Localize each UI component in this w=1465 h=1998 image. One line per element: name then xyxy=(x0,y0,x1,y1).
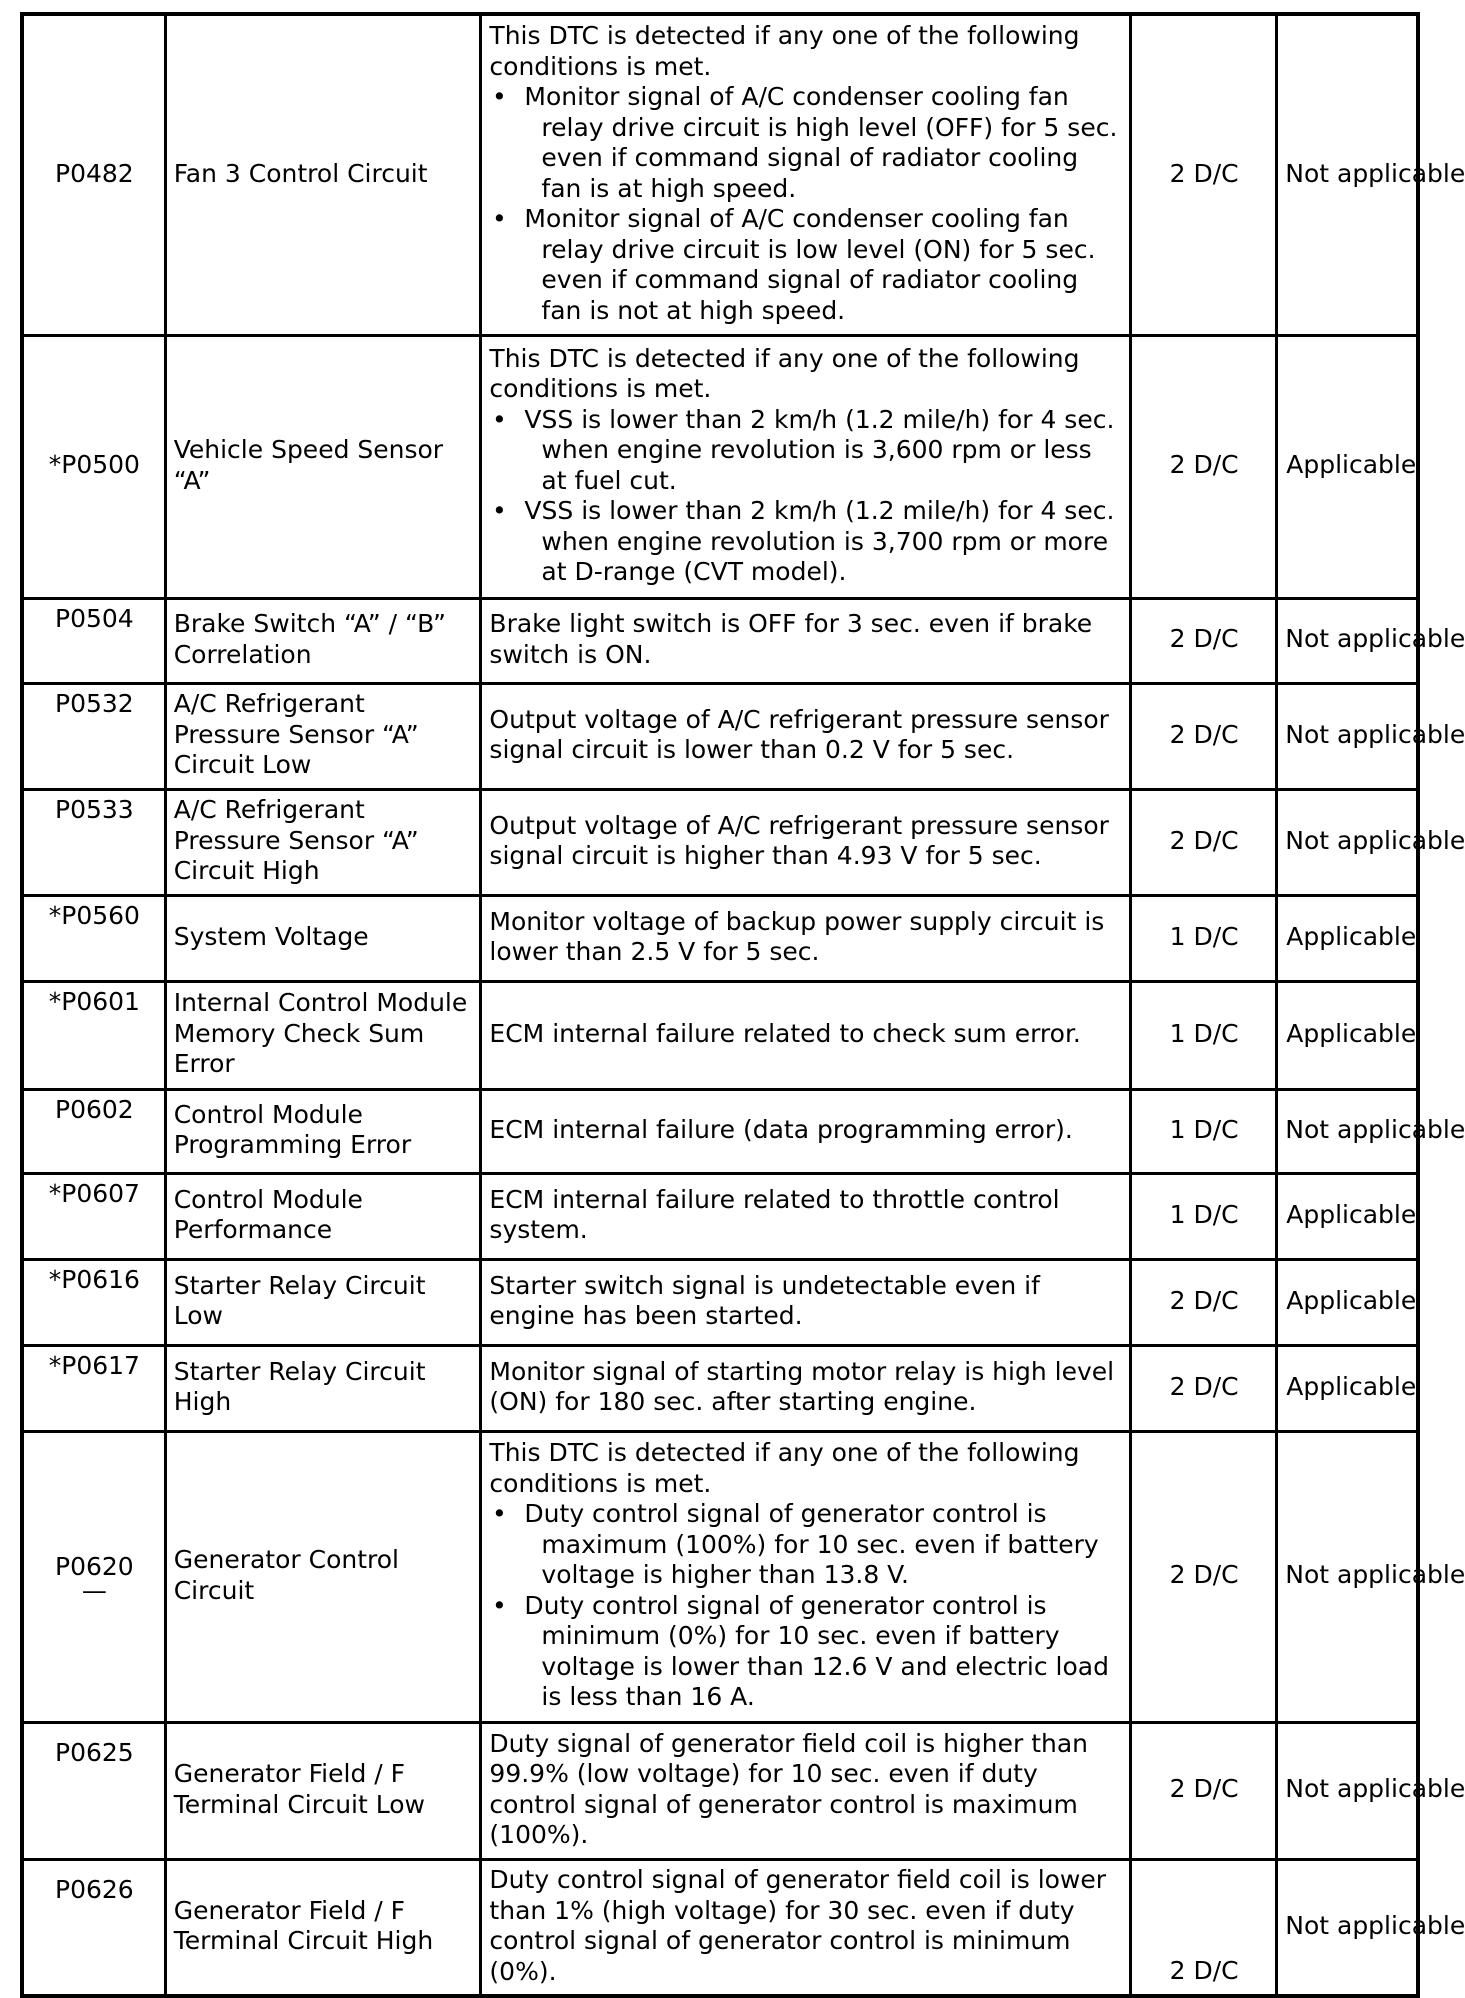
detecting-condition: Duty signal of generator field coil is higher than 99.9% (low voltage) for 10 sec. even if duty control signal of generator control is maximum (100%). xyxy=(481,1722,1131,1859)
detecting-condition xyxy=(481,1431,1131,1722)
table-row xyxy=(22,1722,1418,1859)
detecting-condition: Starter switch signal is undetectable even if engine has been started. xyxy=(481,1259,1131,1345)
detection-item: Fan 3 Control Circuit xyxy=(165,14,481,335)
drive-cycle: 1 D/C xyxy=(1131,981,1277,1089)
mil-status: Not applicable xyxy=(1277,1859,1418,1996)
dtc-code-text: P0620 xyxy=(55,1552,134,1582)
detecting-condition xyxy=(481,335,1131,598)
dtc-code: P0504 xyxy=(22,598,165,683)
condition-list xyxy=(489,1499,1123,1713)
mil-status: Not applicable xyxy=(1277,598,1418,683)
drive-cycle: 2 D/C xyxy=(1131,1722,1277,1859)
dtc-code xyxy=(22,1431,165,1722)
mil-status: Applicable xyxy=(1277,895,1418,981)
dtc-code: *P0616 xyxy=(22,1259,165,1345)
condition-list xyxy=(489,405,1123,588)
condition-bullet: • Duty control signal of generator control is maximum (100%) for 10 sec. even if battery voltage is higher than 13.8 V. xyxy=(489,1499,1123,1591)
detection-item: Control Module Programming Error xyxy=(165,1089,481,1173)
table-row xyxy=(22,895,1418,981)
dtc-code: *P0500 xyxy=(22,335,165,598)
mil-status: Applicable xyxy=(1277,981,1418,1089)
detection-item: System Voltage xyxy=(165,895,481,981)
condition-intro: This DTC is detected if any one of the following conditions is met. xyxy=(489,21,1080,81)
table-row xyxy=(22,1173,1418,1259)
drive-cycle: 2 D/C xyxy=(1131,335,1277,598)
detection-item: Control Module Performance xyxy=(165,1173,481,1259)
detecting-condition: Monitor signal of starting motor relay is high level (ON) for 180 sec. after starting engine. xyxy=(481,1345,1131,1431)
drive-cycle: 1 D/C xyxy=(1131,1089,1277,1173)
mil-status: Applicable xyxy=(1277,1345,1418,1431)
table-row xyxy=(22,598,1418,683)
table-row xyxy=(22,335,1418,598)
table-row xyxy=(22,1345,1418,1431)
detection-item: Vehicle Speed Sensor “A” xyxy=(165,335,481,598)
mil-status: Not applicable xyxy=(1277,1431,1418,1722)
dtc-code: *P0560 xyxy=(22,895,165,981)
drive-cycle: 2 D/C xyxy=(1131,1259,1277,1345)
detecting-condition: Duty control signal of generator field coil is lower than 1% (high voltage) for 30 sec. even if duty control signal of generator control is minimum (0%). xyxy=(481,1859,1131,1996)
table-row xyxy=(22,1431,1418,1722)
condition-list xyxy=(489,82,1123,326)
dtc-code: P0482 xyxy=(22,14,165,335)
detecting-condition xyxy=(481,14,1131,335)
detecting-condition: Monitor voltage of backup power supply circuit is lower than 2.5 V for 5 sec. xyxy=(481,895,1131,981)
detection-item: Starter Relay Circuit Low xyxy=(165,1259,481,1345)
drive-cycle: 1 D/C xyxy=(1131,895,1277,981)
mil-status: Not applicable xyxy=(1277,1089,1418,1173)
dtc-code: *P0607 xyxy=(22,1173,165,1259)
table-row xyxy=(22,683,1418,789)
mil-status: Applicable xyxy=(1277,1259,1418,1345)
dtc-code: P0625 xyxy=(22,1722,165,1859)
drive-cycle: 2 D/C xyxy=(1131,789,1277,895)
detection-item: A/C Refrigerant Pressure Sensor “A” Circuit Low xyxy=(165,683,481,789)
detection-item: Starter Relay Circuit High xyxy=(165,1345,481,1431)
mil-status: Not applicable xyxy=(1277,14,1418,335)
detection-item: Generator Field / F Terminal Circuit Low xyxy=(165,1722,481,1859)
drive-cycle: 2 D/C xyxy=(1131,1345,1277,1431)
detection-item: Generator Field / F Terminal Circuit High xyxy=(165,1859,481,1996)
mil-status: Applicable xyxy=(1277,335,1418,598)
detection-item: Generator Control Circuit xyxy=(165,1431,481,1722)
mil-status: Not applicable xyxy=(1277,683,1418,789)
dtc-code: P0626 xyxy=(22,1859,165,1996)
detecting-condition: Brake light switch is OFF for 3 sec. even if brake switch is ON. xyxy=(481,598,1131,683)
drive-cycle: 2 D/C xyxy=(1131,598,1277,683)
condition-intro: This DTC is detected if any one of the following conditions is met. xyxy=(489,343,1080,403)
dtc-code: *P0601 xyxy=(22,981,165,1089)
detecting-condition: ECM internal failure related to throttle control system. xyxy=(481,1173,1131,1259)
drive-cycle: 2 D/C xyxy=(1131,683,1277,789)
condition-bullet: • Monitor signal of A/C condenser cooling fan relay drive circuit is high level (OFF) for 5 sec. even if command signal of radiator cooling fan is at high speed. xyxy=(489,82,1123,204)
dtc-code: P0533 xyxy=(22,789,165,895)
table-row xyxy=(22,14,1418,335)
drive-cycle: 2 D/C xyxy=(1131,1431,1277,1722)
dtc-code: *P0617 xyxy=(22,1345,165,1431)
condition-intro: This DTC is detected if any one of the following conditions is met. xyxy=(489,1438,1080,1498)
condition-bullet: • Monitor signal of A/C condenser cooling fan relay drive circuit is low level (ON) for 5 sec. even if command signal of radiator cooling fan is not at high speed. xyxy=(489,204,1123,326)
condition-bullet: • VSS is lower than 2 km/h (1.2 mile/h) for 4 sec. when engine revolution is 3,600 rpm or less at fuel cut. xyxy=(489,405,1123,497)
table-row xyxy=(22,1259,1418,1345)
detecting-condition: ECM internal failure related to check sum error. xyxy=(481,981,1131,1089)
drive-cycle: 2 D/C xyxy=(1131,14,1277,335)
dtc-code: P0602 xyxy=(22,1089,165,1173)
detecting-condition: Output voltage of A/C refrigerant pressure sensor signal circuit is lower than 0.2 V for 5 sec. xyxy=(481,683,1131,789)
detection-item: A/C Refrigerant Pressure Sensor “A” Circuit High xyxy=(165,789,481,895)
detection-item: Internal Control Module Memory Check Sum Error xyxy=(165,981,481,1089)
dtc-code-note: — xyxy=(81,1575,107,1605)
mil-status: Not applicable xyxy=(1277,1722,1418,1859)
detection-item: Brake Switch “A” / “B” Correlation xyxy=(165,598,481,683)
condition-bullet: • VSS is lower than 2 km/h (1.2 mile/h) for 4 sec. when engine revolution is 3,700 rpm or more at D-range (CVT model). xyxy=(489,496,1123,588)
dtc-table xyxy=(20,12,1465,1998)
condition-bullet: • Duty control signal of generator control is minimum (0%) for 10 sec. even if battery voltage is lower than 12.6 V and electric load is less than 16 A. xyxy=(489,1591,1123,1713)
table-row xyxy=(22,981,1418,1089)
table-row xyxy=(22,1859,1418,1996)
drive-cycle: 2 D/C xyxy=(1131,1859,1277,1996)
dtc-code: P0532 xyxy=(22,683,165,789)
detecting-condition: Output voltage of A/C refrigerant pressure sensor signal circuit is higher than 4.93 V for 5 sec. xyxy=(481,789,1131,895)
mil-status: Applicable xyxy=(1277,1173,1418,1259)
table-row xyxy=(22,1089,1418,1173)
detecting-condition: ECM internal failure (data programming error). xyxy=(481,1089,1131,1173)
mil-status: Not applicable xyxy=(1277,789,1418,895)
table-row xyxy=(22,789,1418,895)
drive-cycle: 1 D/C xyxy=(1131,1173,1277,1259)
